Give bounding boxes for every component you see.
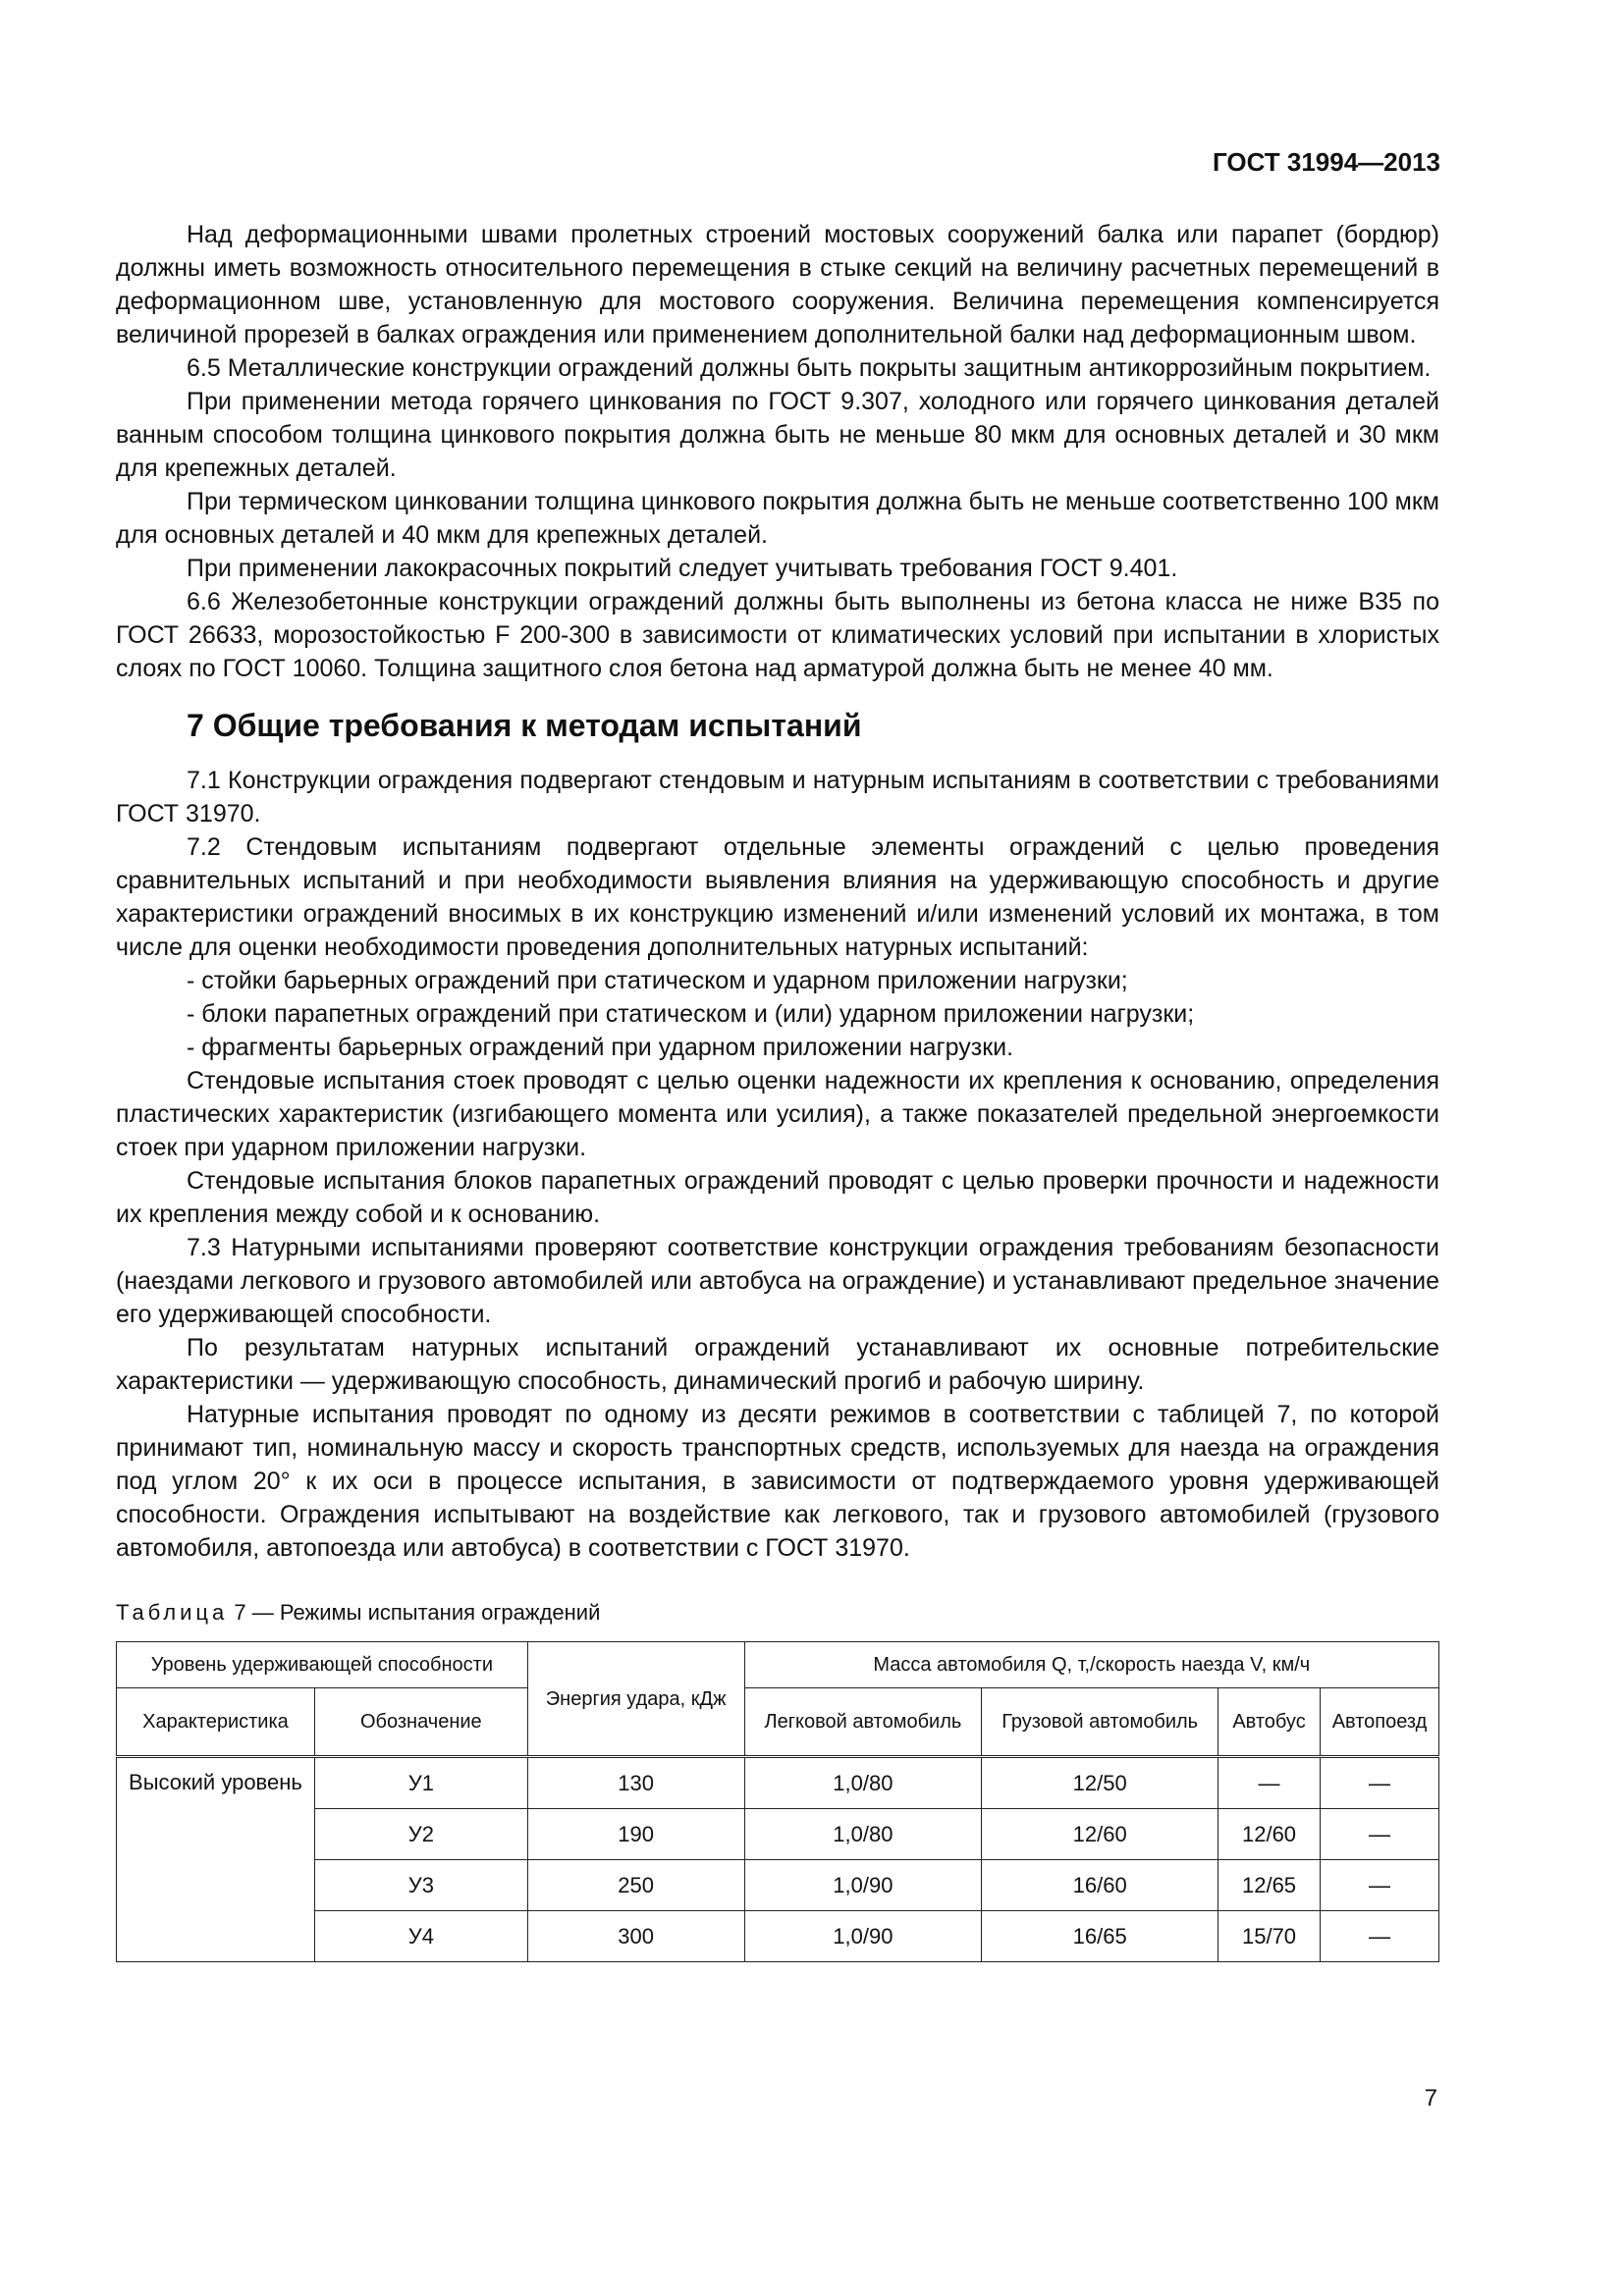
list-item: - стойки барьерных ограждений при статическом и ударном приложении нагрузки;	[187, 967, 1128, 994]
page-number: 7	[1424, 2085, 1437, 2111]
table-row	[117, 1809, 1439, 1860]
paragraph: 7.1 Конструкции ограждения подвергают стендовым и натурным испытаниям в соответствии с требованиями ГОСТ 31970.	[116, 767, 1439, 828]
designation-cell: У4	[314, 1911, 527, 1962]
energy-cell: 130	[527, 1757, 744, 1809]
roadtrain-cell: —	[1321, 1809, 1439, 1860]
table-caption-label: Таблица	[116, 1600, 229, 1625]
paragraph: 7.3 Натурными испытаниями проверяют соответствие конструкции ограждения требованиям безопасности (наездами легкового и грузового автомобилей или автобуса на ограждение) и устанавливают предельное значение его удерживающей способности.	[116, 1234, 1439, 1328]
truck-cell: 12/50	[982, 1757, 1218, 1809]
car-cell: 1,0/90	[744, 1860, 982, 1911]
paragraph: Стендовые испытания стоек проводят с целью оценки надежности их крепления к основанию, определения пластических характеристик (изгибающего момента или усилия), а также показателей предельной энергоемкости стоек при ударном приложении нагрузки.	[116, 1067, 1439, 1161]
bus-cell: 12/65	[1218, 1860, 1321, 1911]
paragraph: Натурные испытания проводят по одному из десяти режимов в соответствии с таблицей 7, по которой принимают тип, номинальную массу и скорость транспортных средств, используемых для наезда на ограждения под углом 20° к их оси в процессе испытания, в зависимости от подтверждаемого уровня удерживающей способности. Ограждения испытывают на воздействие как легкового, так и грузового автомобилей (грузового автомобиля, автопоезда или автобуса) в соответствии с ГОСТ 31970.	[116, 1401, 1439, 1562]
paragraph: 6.5 Металлические конструкции ограждений должны быть покрыты защитным антикоррозийным покрытием.	[187, 354, 1432, 382]
bus-cell: 15/70	[1218, 1911, 1321, 1962]
bus-cell: 12/60	[1218, 1809, 1321, 1860]
car-cell: 1,0/80	[744, 1757, 982, 1809]
header-characteristic: Характеристика	[117, 1688, 315, 1757]
designation-cell: У2	[314, 1809, 527, 1860]
table-row	[117, 1860, 1439, 1911]
paragraph: Стендовые испытания блоков парапетных ограждений проводят с целью проверки прочности и надежности их крепления между собой и к основанию.	[116, 1167, 1439, 1228]
header-bus: Автобус	[1218, 1688, 1321, 1757]
header-roadtrain: Автопоезд	[1321, 1688, 1439, 1757]
truck-cell: 12/60	[982, 1809, 1218, 1860]
car-cell: 1,0/90	[744, 1911, 982, 1962]
paragraph: При термическом цинковании толщина цинкового покрытия должна быть не меньше соответственно 100 мкм для основных деталей и 40 мкм для крепежных деталей.	[116, 488, 1439, 549]
table-caption	[116, 1598, 1439, 1628]
list-item: - блоки парапетных ограждений при статическом и (или) ударном приложении нагрузки;	[187, 1000, 1195, 1028]
header-mass-group: Масса автомобиля Q, т,/скорость наезда V, км/ч	[744, 1642, 1439, 1688]
designation-cell: У3	[314, 1860, 527, 1911]
roadtrain-cell: —	[1321, 1911, 1439, 1962]
section-title: 7 Общие требования к методам испытаний	[187, 708, 862, 743]
page-content	[116, 218, 1439, 1962]
list-item: - фрагменты барьерных ограждений при ударном приложении нагрузки.	[187, 1034, 1014, 1061]
energy-cell: 250	[527, 1860, 744, 1911]
header-level-group: Уровень удерживающей способности	[117, 1642, 528, 1688]
header-designation: Обозначение	[314, 1688, 527, 1757]
roadtrain-cell: —	[1321, 1757, 1439, 1809]
paragraph: Над деформационными швами пролетных строений мостовых сооружений балка или парапет (бордюр) должны иметь возможность относительного перемещения в стыке секций на величину расчетных перемещений в деформационном шве, установленную для мостового сооружения. Величина перемещения компенсируется величиной прорезей в балках ограждения или применением дополнительной балки над деформационным швом.	[116, 221, 1439, 348]
bus-cell: —	[1218, 1757, 1321, 1809]
energy-cell: 300	[527, 1911, 744, 1962]
header-truck: Грузовой автомобиль	[982, 1688, 1218, 1757]
document-code-header: ГОСТ 31994—2013	[1213, 147, 1440, 177]
category-cell: Высокий уровень	[117, 1757, 315, 1962]
paragraph: При применении лакокрасочных покрытий следует учитывать требования ГОСТ 9.401.	[187, 555, 1178, 582]
designation-cell: У1	[314, 1757, 527, 1809]
header-energy: Энергия удара, кДж	[527, 1642, 744, 1757]
energy-cell: 190	[527, 1809, 744, 1860]
paragraph: 6.6 Железобетонные конструкции ограждений должны быть выполнены из бетона класса не ниже В35 по ГОСТ 26633, морозостойкостью F 200-300 в зависимости от климатических условий при испытании в хлористых слоях по ГОСТ 10060. Толщина защитного слоя бетона над арматурой должна быть не менее 40 мм.	[116, 588, 1439, 682]
table-row	[117, 1757, 1439, 1809]
truck-cell: 16/60	[982, 1860, 1218, 1911]
roadtrain-cell: —	[1321, 1860, 1439, 1911]
table-row	[117, 1911, 1439, 1962]
car-cell: 1,0/80	[744, 1809, 982, 1860]
table-caption-text: 7 — Режимы испытания ограждений	[228, 1600, 601, 1625]
truck-cell: 16/65	[982, 1911, 1218, 1962]
paragraph: По результатам натурных испытаний ограждений устанавливают их основные потребительские характеристики — удерживающую способность, динамический прогиб и рабочую ширину.	[116, 1334, 1439, 1395]
paragraph: 7.2 Стендовым испытаниям подвергают отдельные элементы ограждений с целью проведения сравнительных испытаний и при необходимости выявления влияния на удерживающую способность и другие характеристики ограждений вносимых в их конструкцию изменений и/или изменений условий их монтажа, в том числе для оценки необходимости проведения дополнительных натурных испытаний:	[116, 833, 1439, 961]
paragraph: При применении метода горячего цинкования по ГОСТ 9.307, холодного или горячего цинкования деталей ванным способом толщина цинкового покрытия должна быть не меньше 80 мкм для основных деталей и 30 мкм для крепежных деталей.	[116, 388, 1439, 482]
test-modes-table	[116, 1641, 1439, 1962]
header-car: Легковой автомобиль	[744, 1688, 982, 1757]
